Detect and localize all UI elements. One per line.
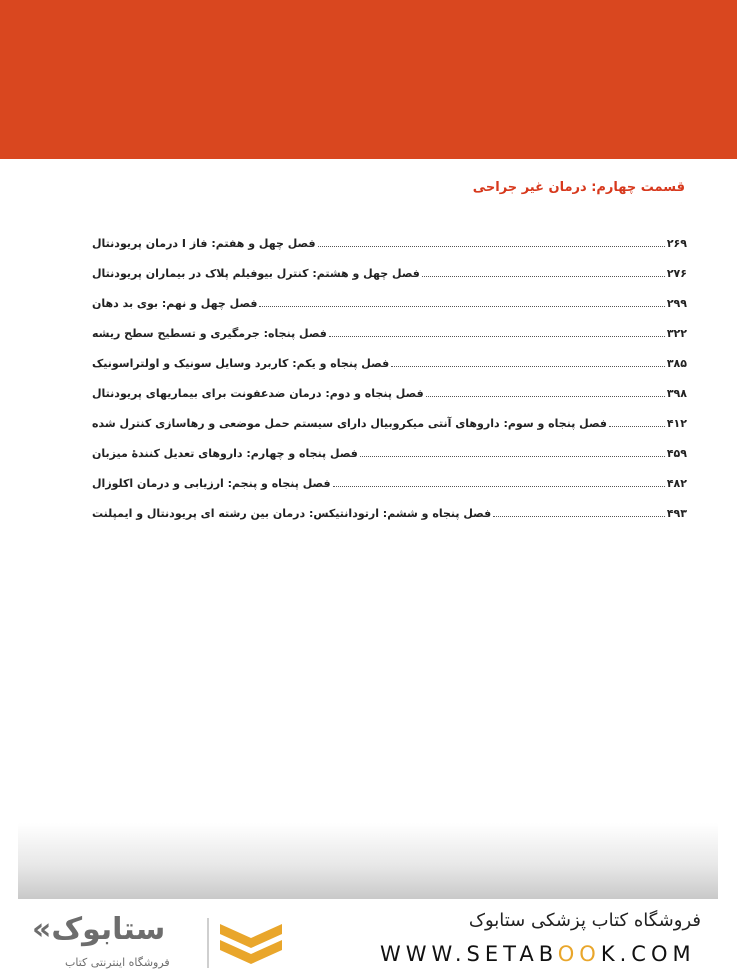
toc-leader-dots: [422, 276, 665, 277]
toc-row[interactable]: [92, 430, 687, 460]
toc-page-number: ۴۸۲: [666, 477, 687, 490]
toc-chapter-title: فصل پنجاه و چهارم: داروهای تعدیل کنندهٔ میزبان: [92, 447, 358, 460]
toc-page-number: ۲۷۶: [666, 267, 687, 280]
toc-page-number: ۳۲۲: [666, 327, 687, 340]
toc-chapter-title: فصل پنجاه و یکم: کاربرد وسایل سونیک و اولتراسونیک: [92, 357, 390, 370]
store-logo-tagline: فروشگاه اینترنتی کتاب: [65, 956, 170, 969]
toc-leader-dots: [259, 306, 664, 307]
toc-chapter-title: فصل پنجاه: جرمگیری و تسطیح سطح ریشه: [92, 327, 327, 340]
toc-chapter-title: فصل پنجاه و ششم: ارتودانتیکس: درمان بین رشته ای پریودنتال و ایمپلنت: [92, 507, 492, 520]
toc-leader-dots: [333, 486, 665, 487]
header-banner: [0, 0, 737, 159]
toc-chapter-title: فصل چهل و هفتم: فاز I درمان پریودنتال: [92, 237, 316, 250]
table-of-contents: [92, 220, 687, 520]
toc-page-number: ۴۱۲: [666, 417, 687, 430]
toc-page-number: ۴۹۳: [666, 507, 687, 520]
page-shadow-fade: [18, 823, 718, 899]
toc-leader-dots: [426, 396, 665, 397]
store-logo-wordmark: «ستابوک: [32, 912, 166, 947]
logo-divider: [207, 918, 209, 968]
toc-leader-dots: [391, 366, 665, 367]
section-title: قسمت چهارم: درمان غیر جراحی: [472, 180, 685, 195]
toc-leader-dots: [493, 516, 665, 517]
store-name: فروشگاه کتاب پزشکی ستابوک: [468, 910, 701, 931]
toc-page-number: ۴۵۹: [666, 447, 687, 460]
toc-page-number: ۳۹۸: [666, 387, 687, 400]
toc-row[interactable]: [92, 280, 687, 310]
url-suffix: K.COM: [600, 942, 696, 966]
toc-leader-dots: [318, 246, 665, 247]
store-url[interactable]: [380, 942, 696, 966]
url-letter-o: O: [557, 942, 580, 966]
toc-row[interactable]: [92, 460, 687, 490]
book-chevron-logo-icon: [216, 918, 286, 970]
toc-row[interactable]: [92, 490, 687, 520]
toc-row[interactable]: [92, 220, 687, 250]
toc-page-number: ۳۸۵: [666, 357, 687, 370]
toc-row[interactable]: [92, 370, 687, 400]
toc-chapter-title: فصل پنجاه و سوم: داروهای آنتی میکروبیال دارای سیستم حمل موضعی و رهاسازی کنترل شده: [92, 417, 608, 430]
toc-row[interactable]: [92, 400, 687, 430]
toc-page-number: ۲۶۹: [666, 237, 687, 250]
toc-chapter-title: فصل چهل و نهم: بوی بد دهان: [92, 297, 258, 310]
toc-chapter-title: فصل چهل و هشتم: کنترل بیوفیلم پلاک در بیماران پریودنتال: [92, 267, 420, 280]
toc-row[interactable]: [92, 250, 687, 280]
url-prefix: WWW.SETAB: [380, 942, 558, 966]
url-letter-o: O: [579, 942, 601, 966]
toc-page-number: ۲۹۹: [666, 297, 687, 310]
toc-chapter-title: فصل پنجاه و دوم: درمان ضدعفونت برای بیماریهای پریودنتال: [92, 387, 424, 400]
toc-chapter-title: فصل پنجاه و پنجم: ارزیابی و درمان اکلوزال: [92, 477, 331, 490]
toc-leader-dots: [360, 456, 665, 457]
toc-row[interactable]: [92, 310, 687, 340]
toc-row[interactable]: [92, 340, 687, 370]
toc-leader-dots: [609, 426, 665, 427]
toc-leader-dots: [329, 336, 665, 337]
